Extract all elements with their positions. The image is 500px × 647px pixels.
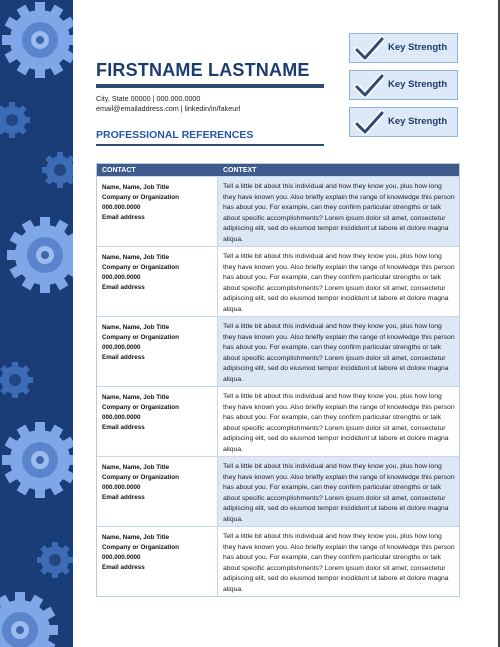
reference-company: Company or Organization [102, 334, 179, 341]
reference-company: Company or Organization [102, 474, 179, 481]
key-strength-2 [349, 70, 458, 100]
reference-company: Company or Organization [102, 544, 179, 551]
key-strength-label: Key Strength [388, 42, 448, 53]
reference-company: Company or Organization [102, 194, 179, 201]
reference-email: Email address [102, 424, 145, 431]
reference-name: Name, Name, Job Title [102, 254, 170, 261]
column-header-contact: CONTACT [102, 166, 136, 174]
table-row [97, 386, 459, 456]
reference-email: Email address [102, 214, 145, 221]
reference-email: Email address [102, 564, 145, 571]
name-divider [96, 84, 324, 88]
section-title: PROFESSIONAL REFERENCES [96, 129, 254, 141]
contact-cell [97, 247, 218, 316]
contact-line-email-linkedin: email@emailaddress.com | linkedin/in/fakeurl [96, 104, 241, 113]
context-cell: Tell a little bit about this individual and how they know you, plus how long they have known you. Also briefly explain the range of knowledge this person has about you. For example, can they confirm particular strengths or talk about specific accomplishments? Lorem ipsum dolor sit amet, consectetur adipiscing elit, sed do eiusmod tempor incididunt ut labore et dolore magna aliqua. [218, 527, 459, 596]
contact-cell [97, 317, 218, 386]
reference-email: Email address [102, 494, 145, 501]
reference-phone: 000.000.0000 [102, 414, 141, 421]
checkmark-icon [354, 110, 384, 138]
table-row [97, 246, 459, 316]
reference-email: Email address [102, 354, 145, 361]
contact-cell [97, 527, 218, 596]
gear-banner [0, 0, 73, 647]
reference-name: Name, Name, Job Title [102, 184, 170, 191]
key-strength-1 [349, 33, 458, 63]
table-row [97, 526, 459, 596]
table-row [97, 456, 459, 526]
reference-phone: 000.000.0000 [102, 344, 141, 351]
checkmark-icon [354, 73, 384, 101]
name-heading: FIRSTNAME LASTNAME [96, 60, 310, 80]
table-row [97, 316, 459, 386]
reference-company: Company or Organization [102, 264, 179, 271]
contact-cell [97, 457, 218, 526]
reference-name: Name, Name, Job Title [102, 394, 170, 401]
context-cell: Tell a little bit about this individual and how they know you, plus how long they have known you. Also briefly explain the range of knowledge this person has about you. For example, can they confirm particular strengths or talk about specific accomplishments? Lorem ipsum dolor sit amet, consectetur adipiscing elit, sed do eiusmod tempor incididunt ut labore et dolore magna aliqua. [218, 177, 459, 246]
contact-cell [97, 177, 218, 246]
key-strength-label: Key Strength [388, 79, 448, 90]
contact-line-address-phone: City, State 00000 | 000.000.0000 [96, 94, 201, 103]
section-divider [96, 144, 324, 146]
contact-cell [97, 387, 218, 456]
reference-phone: 000.000.0000 [102, 204, 141, 211]
context-cell: Tell a little bit about this individual and how they know you, plus how long they have known you. Also briefly explain the range of knowledge this person has about you. For example, can they confirm particular strengths or talk about specific accomplishments? Lorem ipsum dolor sit amet, consectetur adipiscing elit, sed do eiusmod tempor incididunt ut labore et dolore magna aliqua. [218, 247, 459, 316]
key-strength-3 [349, 107, 458, 137]
gear-pattern-graphic [0, 0, 73, 647]
reference-phone: 000.000.0000 [102, 554, 141, 561]
reference-email: Email address [102, 284, 145, 291]
table-header [97, 164, 459, 176]
reference-name: Name, Name, Job Title [102, 534, 170, 541]
reference-name: Name, Name, Job Title [102, 324, 170, 331]
table-row [97, 176, 459, 246]
reference-name: Name, Name, Job Title [102, 464, 170, 471]
checkmark-icon [354, 36, 384, 64]
reference-phone: 000.000.0000 [102, 484, 141, 491]
context-cell: Tell a little bit about this individual and how they know you, plus how long they have known you. Also briefly explain the range of knowledge this person has about you. For example, can they confirm particular strengths or talk about specific accomplishments? Lorem ipsum dolor sit amet, consectetur adipiscing elit, sed do eiusmod tempor incididunt ut labore et dolore magna aliqua. [218, 317, 459, 386]
references-table [96, 163, 460, 597]
reference-phone: 000.000.0000 [102, 274, 141, 281]
context-cell: Tell a little bit about this individual and how they know you, plus how long they have known you. Also briefly explain the range of knowledge this person has about you. For example, can they confirm particular strengths or talk about specific accomplishments? Lorem ipsum dolor sit amet, consectetur adipiscing elit, sed do eiusmod tempor incididunt ut labore et dolore magna aliqua. [218, 387, 459, 456]
context-cell: Tell a little bit about this individual and how they know you, plus how long they have known you. Also briefly explain the range of knowledge this person has about you. For example, can they confirm particular strengths or talk about specific accomplishments? Lorem ipsum dolor sit amet, consectetur adipiscing elit, sed do eiusmod tempor incididunt ut labore et dolore magna aliqua. [218, 457, 459, 526]
reference-company: Company or Organization [102, 404, 179, 411]
key-strength-label: Key Strength [388, 116, 448, 127]
column-header-context: CONTEXT [223, 166, 257, 174]
